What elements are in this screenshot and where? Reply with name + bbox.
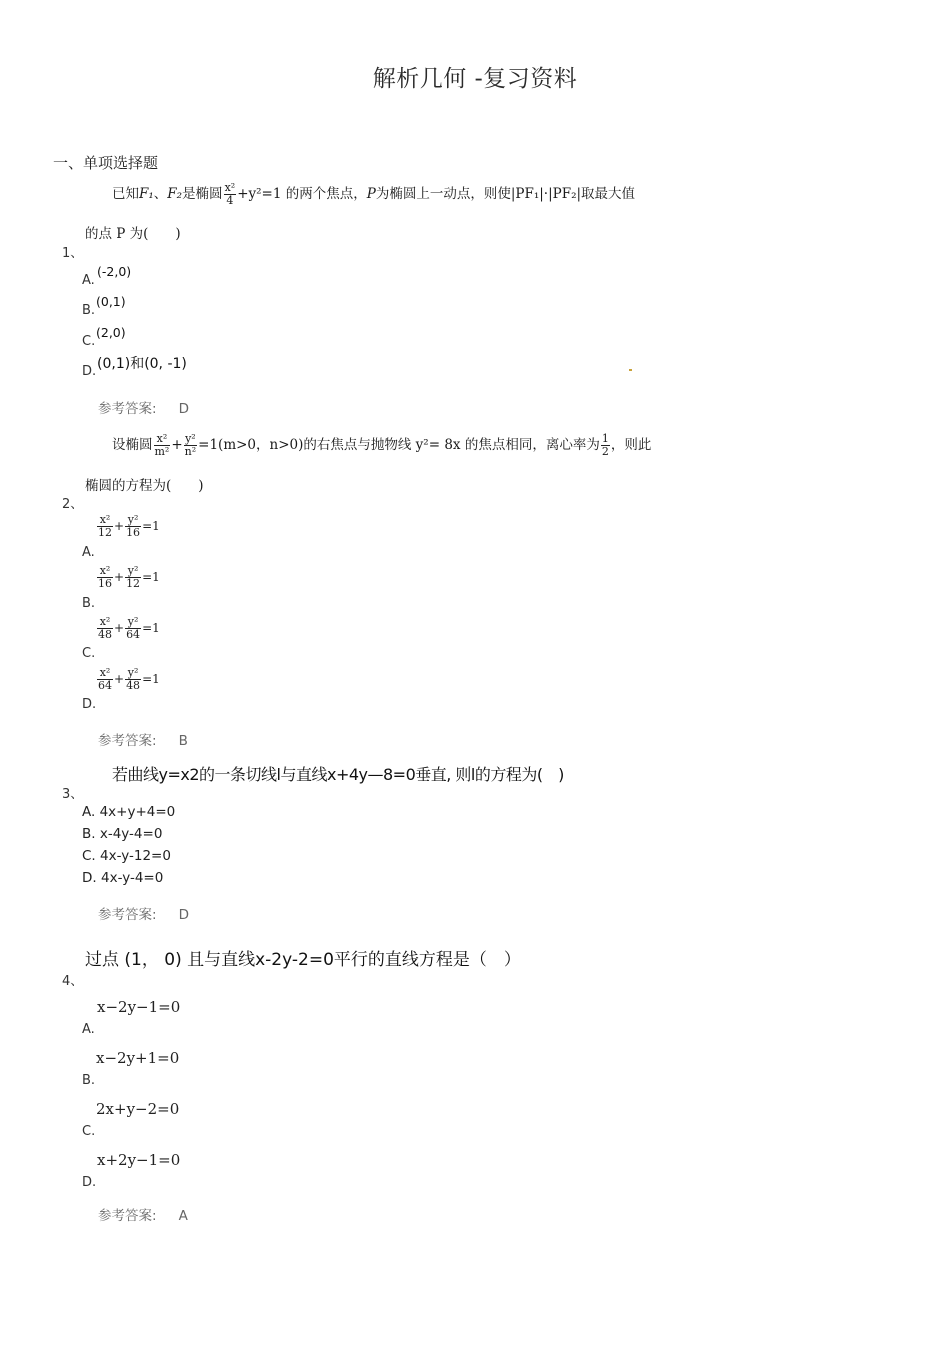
q2-option-c-label: C.: [82, 646, 96, 661]
q2-frac-den: 2: [601, 445, 609, 458]
q3-option-value: 4x-y-12=0: [100, 848, 171, 864]
q2-stem-part: 设椭圆: [112, 437, 153, 453]
q4-option-d-value: x+2y−1=0: [97, 1151, 181, 1169]
q2-plus: +: [171, 437, 183, 453]
q4-option-b-value: x−2y+1=0: [96, 1049, 180, 1067]
q1-stem-part: 已知: [112, 186, 139, 202]
frac: [97, 667, 113, 692]
q4-option-c-label: C.: [82, 1124, 96, 1139]
q1-frac-den: 4: [226, 194, 234, 207]
frac-den: 48: [98, 628, 112, 641]
question-2-stem-line2: 椭圆的方程为( ): [85, 478, 204, 494]
rhs: =1: [142, 672, 160, 686]
q1-option-c-value: (2,0): [96, 325, 126, 340]
section-heading: 一、单项选择题: [53, 154, 159, 172]
frac-num: y²: [125, 616, 141, 629]
frac: [125, 565, 141, 590]
q3-option-b: [82, 826, 162, 842]
rhs: =1: [142, 621, 160, 635]
frac-den: 16: [126, 526, 141, 539]
frac-num: y²: [125, 514, 141, 527]
q2-option-b-equation: $\frac{\text{x²}}{16}$ + $\frac{\text{y²}}{12}$ =1: [98, 564, 160, 590]
q2-answer: [98, 729, 188, 749]
q1-option-b-value: (0,1): [96, 294, 126, 309]
frac: [125, 616, 141, 641]
q2-option-b-label: B.: [82, 596, 96, 611]
frac-num: x²: [97, 667, 113, 680]
q1-option-b-label: B.: [82, 303, 96, 318]
frac: [97, 565, 113, 590]
question-2-stem: [112, 433, 651, 458]
answer-value: D: [178, 401, 189, 417]
answer-label: 参考答案:: [98, 401, 157, 417]
q1-p: P: [366, 186, 376, 202]
q2-option-d-equation: $\frac{\text{x²}}{64}$ + $\frac{\text{y²}}{48}$ =1: [98, 666, 160, 692]
answer-value: A: [178, 1208, 188, 1224]
q1-f2: F₂: [167, 186, 183, 202]
q2-frac-num: y²: [185, 432, 196, 445]
frac-den: 16: [98, 577, 112, 590]
q2-frac-num: 1: [601, 432, 609, 445]
answer-value: B: [178, 733, 188, 749]
question-1-stem-line2: 的点 P 为( ): [85, 226, 181, 242]
q1-frac-num: x²: [224, 181, 236, 194]
q1-fraction: [224, 182, 237, 207]
question-4-number: 4、: [62, 974, 84, 989]
q2-option-a-equation: $\frac{\text{x²}}{12}$ + $\frac{\text{y²}}{16}$ =1: [98, 513, 160, 539]
q2-option-d-label: D.: [82, 697, 97, 712]
q3-option-value: 4x+y+4=0: [99, 804, 176, 820]
q1-option-d-value: (0,1)和(0, -1): [97, 356, 187, 372]
answer-label: 参考答案:: [98, 1208, 157, 1224]
q1-stem-part: 为椭圆上一动点，则使|PF₁|·|PF₂|取最大值: [375, 186, 636, 202]
frac-den: 64: [98, 679, 112, 692]
question-4-stem: 过点 (1， 0) 且与直线x-2y-2=0平行的直线方程是（ ）: [85, 950, 521, 970]
page-title: 解析几何 -复习资料: [372, 66, 578, 92]
q3-option-a: [82, 804, 175, 820]
question-1-stem: [112, 182, 635, 207]
q3-option-label: A.: [82, 804, 96, 820]
q4-option-d-label: D.: [82, 1175, 97, 1190]
q2-option-a-label: A.: [82, 545, 95, 560]
q2-fraction-3: [601, 433, 610, 458]
q3-option-label: C.: [82, 848, 96, 864]
frac: [125, 514, 141, 539]
frac-den: 12: [98, 526, 112, 539]
rhs: =1: [142, 519, 160, 533]
question-3-stem: 若曲线y=x2的一条切线l与直线x+4y—8=0垂直, 则l的方程为( ): [112, 765, 564, 784]
q1-stem-part: +y²=1: [237, 186, 282, 202]
frac-num: x²: [97, 565, 113, 578]
q4-option-a-label: A.: [82, 1022, 95, 1037]
rhs: =1: [142, 570, 160, 584]
q2-frac-den: m²: [154, 445, 170, 458]
frac-num: x²: [97, 514, 113, 527]
answer-label: 参考答案:: [98, 907, 157, 923]
q4-option-b-label: B.: [82, 1073, 96, 1088]
q1-option-c-label: C.: [82, 334, 96, 349]
q1-option-a-value: (-2,0): [97, 264, 132, 279]
q4-option-c-value: 2x+y−2=0: [96, 1100, 180, 1118]
frac-den: 48: [126, 679, 141, 692]
frac: [97, 514, 113, 539]
q1-answer: [98, 397, 189, 417]
question-3-number: 3、: [62, 787, 84, 802]
frac: [125, 667, 141, 692]
q1-stem-part: 是椭圆: [182, 186, 223, 202]
q2-frac-den: n²: [184, 445, 197, 458]
frac-num: y²: [125, 667, 141, 680]
q2-fraction-2: [184, 433, 198, 458]
q3-answer: [98, 903, 189, 923]
q3-option-value: 4x-y-4=0: [100, 870, 164, 886]
frac-num: x²: [97, 616, 113, 629]
q1-stem-part: 的两个焦点，: [285, 186, 367, 202]
q4-answer: [98, 1204, 188, 1224]
q2-stem-part: ，则此: [610, 437, 652, 453]
frac-den: 12: [126, 577, 141, 590]
answer-value: D: [178, 907, 189, 923]
stray-dot: [629, 369, 632, 371]
q3-option-label: D.: [82, 870, 97, 886]
q3-option-c: [82, 848, 171, 864]
q3-option-value: x-4y-4=0: [99, 826, 163, 842]
answer-label: 参考答案:: [98, 733, 157, 749]
q1-f1: F₁: [139, 186, 154, 202]
q2-option-c-equation: $\frac{\text{x²}}{48}$ + $\frac{\text{y²}}{64}$ =1: [98, 615, 160, 641]
q3-option-label: B.: [82, 826, 96, 842]
q1-sep: 、: [153, 186, 168, 202]
q1-option-d-label: D.: [82, 364, 97, 379]
q1-option-a-label: A.: [82, 273, 95, 288]
frac-den: 64: [126, 628, 141, 641]
frac: [97, 616, 113, 641]
q2-fraction-1: [154, 433, 171, 458]
question-2-number: 2、: [62, 497, 84, 512]
question-1-number: 1、: [62, 246, 84, 261]
q2-stem-part: =1(m>0，n>0)的右焦点与抛物线 y²= 8x 的焦点相同，离心率为: [198, 437, 600, 453]
q4-option-a-value: x−2y−1=0: [97, 998, 181, 1016]
q2-frac-num: x²: [154, 433, 171, 446]
frac-num: y²: [125, 565, 141, 578]
q3-option-d: [82, 870, 163, 886]
